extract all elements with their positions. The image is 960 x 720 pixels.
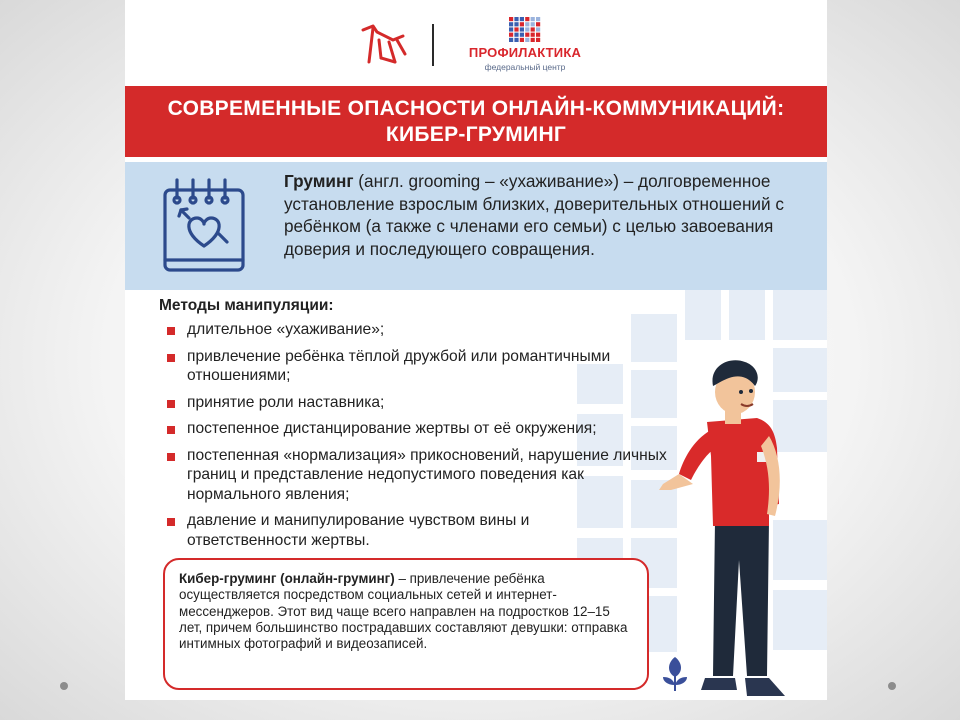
list-item: давление и манипулирование чувством вины и ответственности жертвы. [165, 511, 580, 550]
list-item: постепенное дистанцирование жертвы от её окружения; [165, 419, 695, 439]
slide-dot-left [60, 682, 68, 690]
list-item: длительное «ухаживание»; [165, 320, 695, 340]
slide-dot-right [888, 682, 896, 690]
list-item: привлечение ребёнка тёплой дружбой или романтичными отношениями; [165, 347, 665, 386]
title-line-2: КИБЕР-ГРУМИНГ [385, 122, 567, 146]
infographic-card [125, 0, 827, 700]
list-item: постепенная «нормализация» прикосновений, нарушение личных границ и представление недопустимого поведения как нормального явления; [165, 446, 675, 505]
horse-logo-icon [359, 18, 409, 68]
definition-body: (англ. grooming – «ухаживание») – долговременное установление взрослым близких, доверительных отношений с ребёнком (а также с членами его семьи) с целью завоевания доверия и последующего совращения. [284, 171, 785, 259]
note-body: – привлечение ребёнка осуществляется посредством социальных сетей и интернет-мессенджеров. Этот вид чаще всего направлен на подростков 12–15 лет, причем большинство пострадавших составляют девушки: отправка интимных фотографий и видеозаписей. [179, 571, 628, 652]
title-line-1: СОВРЕМЕННЫЕ ОПАСНОСТИ ОНЛАЙН-КОММУНИКАЦИЙ: [167, 96, 785, 120]
man-illustration [657, 356, 807, 700]
calendar-heart-icon [161, 176, 247, 274]
note-term: Кибер-груминг (онлайн-груминг) [179, 571, 395, 586]
cyber-grooming-note [163, 558, 649, 690]
definition-box [125, 162, 827, 290]
header-logos [125, 0, 827, 86]
logo-divider [432, 24, 434, 66]
title-banner [125, 86, 827, 157]
grid-logo-icon [509, 17, 541, 43]
brand-subtitle: федеральный центр [484, 62, 566, 72]
methods-list [165, 320, 695, 557]
brand-name: ПРОФИЛАКТИКА [468, 45, 582, 60]
list-item: принятие роли наставника; [165, 393, 695, 413]
plant-icon [661, 655, 689, 691]
methods-heading: Методы манипуляции: [159, 297, 334, 314]
definition-text [284, 170, 814, 260]
definition-term: Груминг [284, 171, 354, 191]
